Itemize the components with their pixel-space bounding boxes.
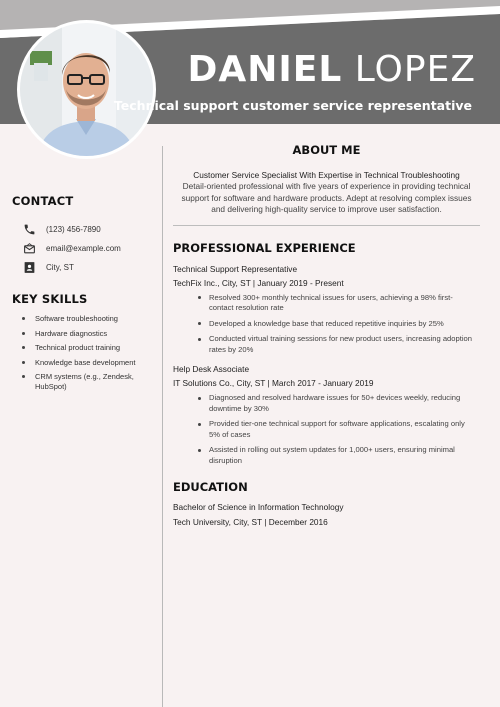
job-meta: IT Solutions Co., City, ST | March 2017 - January 2019 [173,378,374,388]
about-summary: Detail-oriented professional with five years of experience in providing technical support for software and hardware products. Adept at resolving complex issues and delivering high-quality service to improve user satisfaction. [181,181,472,214]
about-title: ABOUT ME [292,143,361,157]
job-role: Technical Support Representative [173,263,298,274]
contact-phone-text[interactable]: (123) 456-7890 [46,225,101,234]
last-name: LOPEZ [354,49,476,90]
column-divider [162,146,163,707]
contact-location [12,258,160,277]
education-degree: Bachelor of Science in Information Technology [173,502,344,512]
job-bullet: Resolved 300+ monthly technical issues for users, achieving a 98% first-contact resolution rate [209,293,480,314]
job-meta: TechFix Inc., City, ST | January 2019 - Present [173,277,344,288]
skills-title: KEY SKILLS [12,292,88,306]
address-card-icon [22,261,36,275]
about-headline: Customer Service Specialist With Expertise in Technical Troubleshooting [193,170,460,180]
contact-list [12,220,160,277]
skill-item: Technical product training [12,343,160,353]
contact-location-text: City, ST [46,263,74,272]
profile-photo-illustration [20,23,153,156]
job-bullet: Diagnosed and resolved hardware issues for 50+ devices weekly, reducing downtime by 30% [209,393,480,414]
job-role: Help Desk Associate [173,364,250,374]
profile-photo [17,20,156,159]
skill-item: Software troubleshooting [12,314,160,324]
candidate-name [187,49,477,90]
education-school: Tech University, City, ST | December 2016 [173,517,328,527]
section-divider [173,225,480,226]
contact-email-text[interactable]: email@example.com [46,244,121,253]
job-entry [173,364,480,466]
skill-item: Knowledge base development [12,358,160,368]
skills-list [12,314,160,392]
contact-phone [12,220,160,239]
skill-item: CRM systems (e.g., Zendesk, HubSpot) [12,372,160,392]
skill-item: Hardware diagnostics [12,329,160,339]
experience-title: PROFESSIONAL EXPERIENCE [173,240,356,255]
education-title: EDUCATION [173,480,248,494]
job-bullet: Conducted virtual training sessions for new product users, increasing adoption rates by 20% [209,334,480,355]
job-bullet: Assisted in rolling out system updates for 1,000+ users, ensuring minimal disruption [209,445,480,466]
sidebar [12,194,160,397]
envelope-icon [22,242,36,256]
job-bullets [209,393,480,466]
job-bullet: Developed a knowledge base that reduced repetitive inquiries by 25% [209,319,480,330]
phone-icon [22,223,36,237]
contact-title: CONTACT [12,194,74,208]
main-content [173,143,480,527]
job-bullets [209,293,480,356]
job-title: Technical support customer service representative [113,98,472,113]
contact-email [12,239,160,258]
first-name: DANIEL [187,49,343,90]
job-bullet: Provided tier-one technical support for software applications, escalating only 5% of cases [209,419,480,440]
job-entry [173,264,480,356]
